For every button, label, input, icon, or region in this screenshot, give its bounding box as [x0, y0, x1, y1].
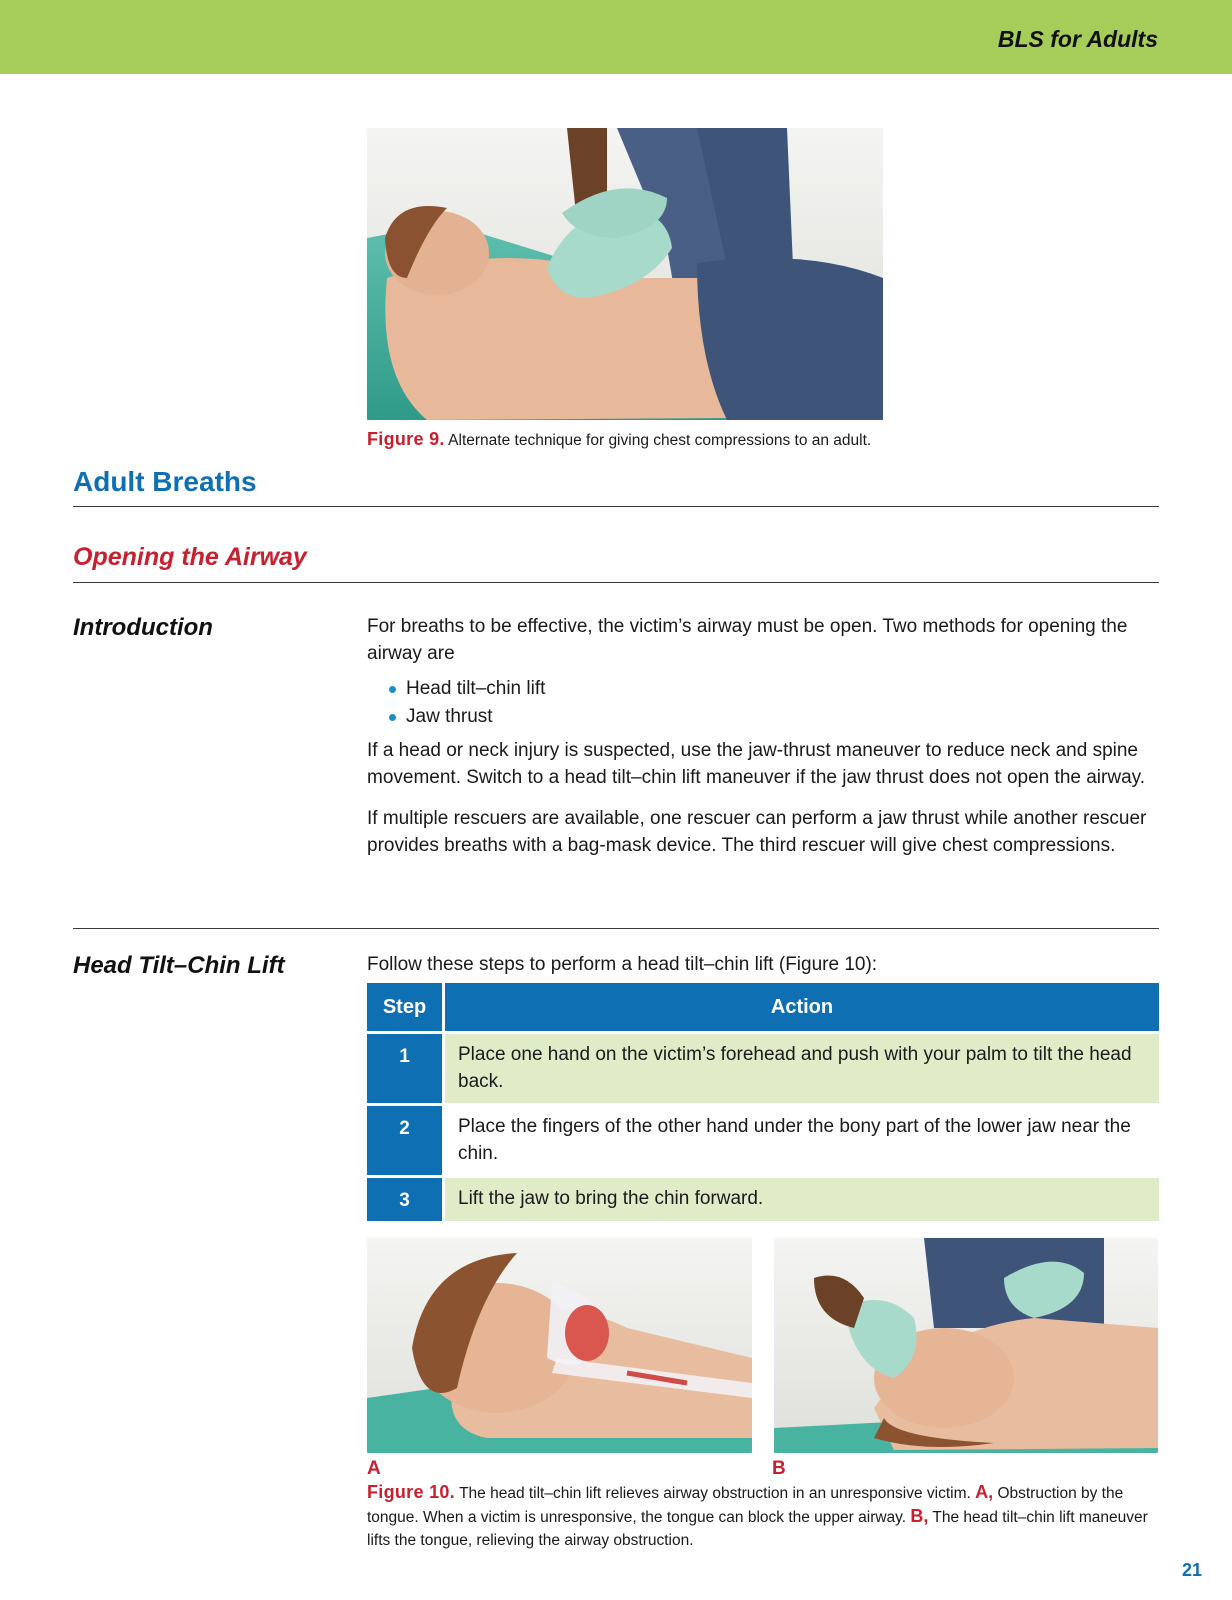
method-list [367, 675, 1157, 730]
step-action: Lift the jaw to bring the chin forward. [444, 1177, 1160, 1221]
figure-10-caption-part: The head tilt–chin lift maneuver lifts the tongue, relieving the airway obstruction. [367, 1509, 1148, 1549]
figure-10a-image [367, 1238, 752, 1453]
figure-9-image [367, 128, 883, 420]
figure-9-caption [367, 428, 1167, 452]
section-divider [73, 506, 1159, 507]
figure-10-caption [367, 1481, 1162, 1552]
figure-10-mark-b: B, [910, 1506, 929, 1526]
table-row [367, 1177, 1159, 1221]
figure-10-mark-a: A, [975, 1482, 994, 1502]
figure-10-sub-a: A [367, 1458, 381, 1479]
head-tilt-heading: Head Tilt–Chin Lift [73, 952, 285, 979]
steps-table [367, 983, 1159, 1221]
column-header-step: Step [367, 983, 444, 1033]
step-number: 1 [367, 1033, 444, 1105]
figure-10b-image [774, 1238, 1158, 1453]
figure-10-sub-b: B [772, 1458, 786, 1479]
introduction-para-1: For breaths to be effective, the victim’s airway must be open. Two methods for opening the airway are [367, 616, 1128, 664]
table-row [367, 1033, 1159, 1105]
list-item: Jaw thrust [367, 703, 1157, 731]
introduction-para-2: If a head or neck injury is suspected, use the jaw-thrust maneuver to reduce neck and spine movement. Switch to a head tilt–chin lift maneuver if the jaw thrust does not open the airway. [367, 740, 1145, 788]
introduction-body [367, 614, 1157, 859]
step-number: 2 [367, 1105, 444, 1177]
header-bar [0, 0, 1232, 74]
page-number: 21 [1181, 1560, 1202, 1580]
step-number: 3 [367, 1177, 444, 1221]
figure-9-label: Figure 9. [367, 429, 445, 449]
section-title: Adult Breaths [73, 466, 257, 497]
introduction-divider [73, 928, 1159, 929]
subsection-divider [73, 582, 1159, 583]
table-row [367, 1105, 1159, 1177]
head-tilt-intro: Follow these steps to perform a head tilt–chin lift (Figure 10): [367, 954, 878, 975]
introduction-heading: Introduction [73, 614, 213, 641]
subsection-title: Opening the Airway [73, 543, 307, 571]
figure-9-caption-text: Alternate technique for giving chest compressions to an adult. [448, 432, 872, 449]
column-header-action: Action [444, 983, 1160, 1033]
figure-10-caption-part: The head tilt–chin lift relieves airway obstruction in an unresponsive victim. [459, 1485, 971, 1502]
step-action: Place one hand on the victim’s forehead and push with your palm to tilt the head back. [444, 1033, 1160, 1105]
list-item: Head tilt–chin lift [367, 675, 1157, 703]
figure-10-label: Figure 10. [367, 1482, 456, 1502]
figure-10-caption-part: Obstruction by the tongue. When a victim is unresponsive, the tongue can block the upper airway. [367, 1485, 1124, 1526]
step-action: Place the fingers of the other hand under the bony part of the lower jaw near the chin. [444, 1105, 1160, 1177]
running-head: BLS for Adults [997, 26, 1158, 52]
introduction-para-3: If multiple rescuers are available, one rescuer can perform a jaw thrust while another rescuer provides breaths with a bag-mask device. The third rescuer will give chest compressions. [367, 808, 1147, 856]
